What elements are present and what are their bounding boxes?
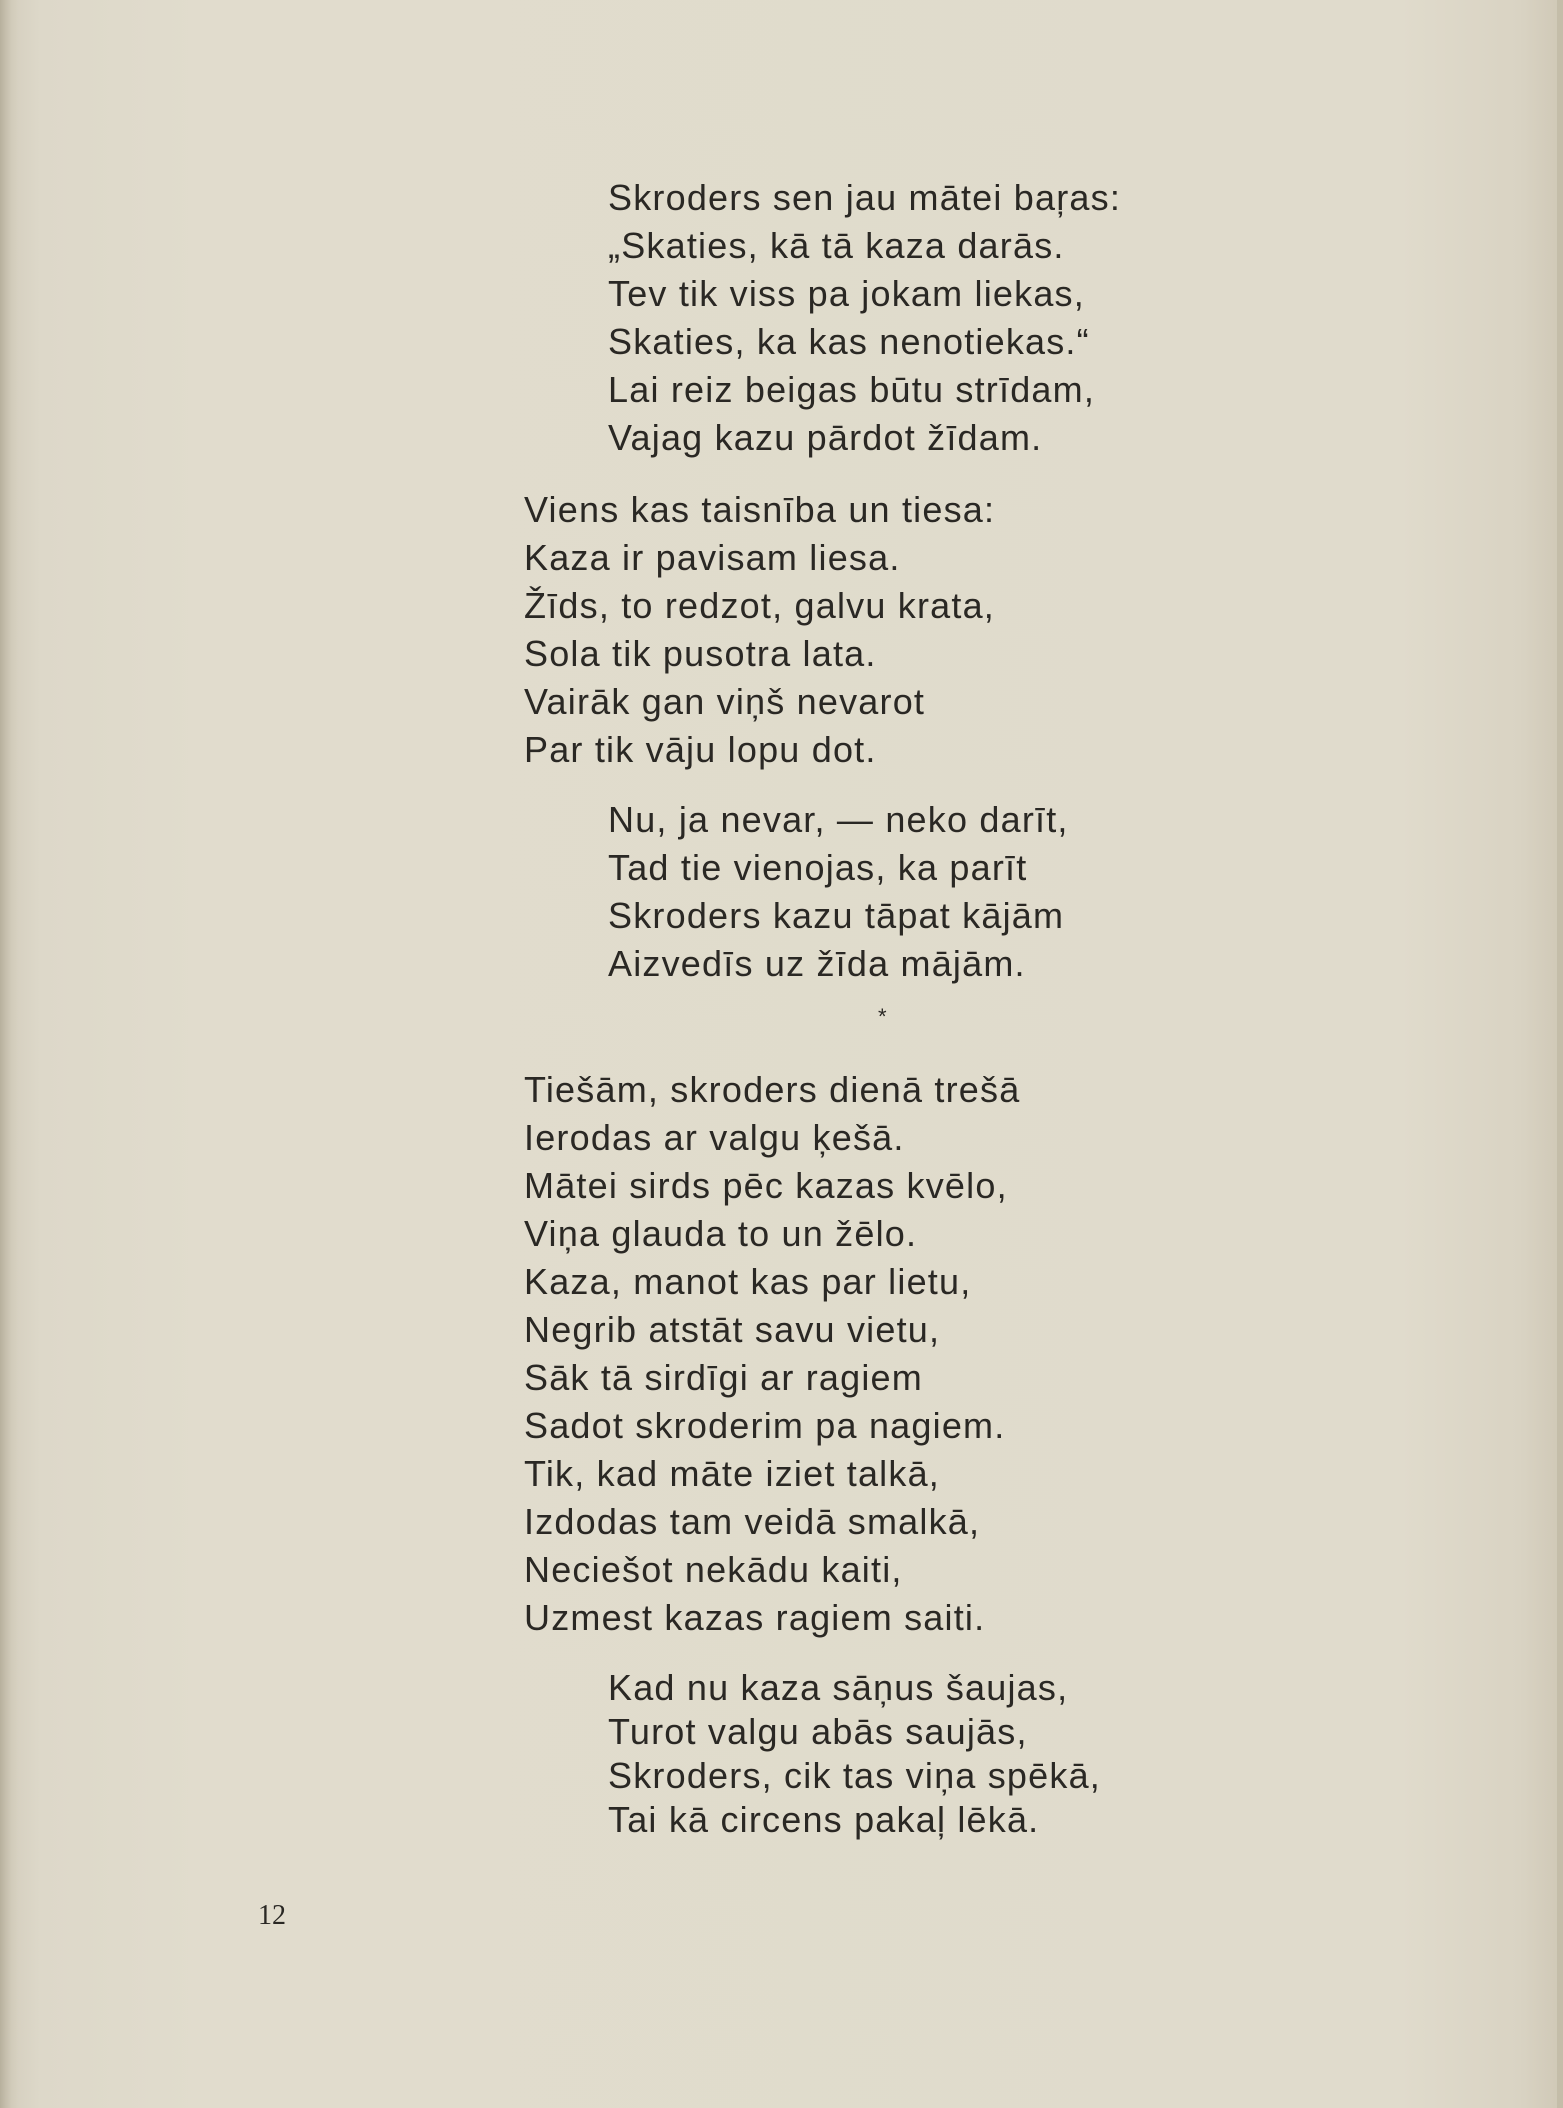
verse-line: Nu, ja nevar, — neko darīt,	[608, 799, 1069, 840]
verse-line: Negrib atstāt savu vietu,	[524, 1309, 941, 1350]
stanza-1	[608, 174, 1121, 462]
stanza-4	[524, 1066, 1020, 1642]
stanza-2	[524, 486, 995, 774]
verse-line: Sadot skroderim pa nagiem.	[524, 1405, 1006, 1446]
verse-line: Sola tik pusotra lata.	[524, 633, 877, 674]
verse-line: Kaza, manot kas par lietu,	[524, 1261, 972, 1302]
verse-line: Skaties, ka kas nenotiekas.“	[608, 321, 1090, 362]
verse-line: Tad tie vienojas, ka parīt	[608, 847, 1028, 888]
stanza-3	[608, 796, 1069, 988]
verse-line: Mātei sirds pēc kazas kvēlo,	[524, 1165, 1008, 1206]
verse-line: Kad nu kaza sāņus šaujas,	[608, 1667, 1069, 1708]
page-edge	[1557, 0, 1563, 2108]
verse-line: Viņa glauda to un žēlo.	[524, 1213, 918, 1254]
verse-line: Izdodas tam veidā smalkā,	[524, 1501, 981, 1542]
verse-line: Uzmest kazas ragiem saiti.	[524, 1597, 986, 1638]
verse-line: Aizvedīs uz žīda mājām.	[608, 943, 1026, 984]
verse-line: Tik, kad māte iziet talkā,	[524, 1453, 941, 1494]
verse-line: Tiešām, skroders dienā trešā	[524, 1069, 1021, 1110]
verse-line: Kaza ir pavisam liesa.	[524, 537, 901, 578]
verse-line: Sāk tā sirdīgi ar ragiem	[524, 1357, 923, 1398]
page-binding	[0, 0, 18, 2108]
verse-line: Žīds, to redzot, galvu krata,	[524, 585, 996, 626]
verse-line: Turot valgu abās saujās,	[608, 1711, 1028, 1752]
verse-line: Vajag kazu pārdot žīdam.	[608, 417, 1043, 458]
verse-line: Tai kā circens pakaļ lēkā.	[608, 1799, 1040, 1840]
section-separator: *	[878, 1004, 887, 1029]
verse-line: Tev tik viss pa jokam liekas,	[608, 273, 1085, 314]
verse-line: „Skaties, kā tā kaza darās.	[608, 225, 1065, 266]
verse-line: Neciešot nekādu kaiti,	[524, 1549, 903, 1590]
verse-line: Lai reiz beigas būtu strīdam,	[608, 369, 1096, 410]
stanza-5	[608, 1666, 1101, 1842]
verse-line: Par tik vāju lopu dot.	[524, 729, 877, 770]
verse-line: Skroders sen jau mātei baŗas:	[608, 177, 1122, 218]
verse-line: Skroders kazu tāpat kājām	[608, 895, 1065, 936]
verse-line: Ierodas ar valgu ķešā.	[524, 1117, 905, 1158]
verse-line: Vairāk gan viņš nevarot	[524, 681, 926, 722]
verse-line: Skroders, cik tas viņa spēkā,	[608, 1755, 1101, 1796]
page-number: 12	[258, 1900, 286, 1931]
verse-line: Viens kas taisnība un tiesa:	[524, 489, 996, 530]
